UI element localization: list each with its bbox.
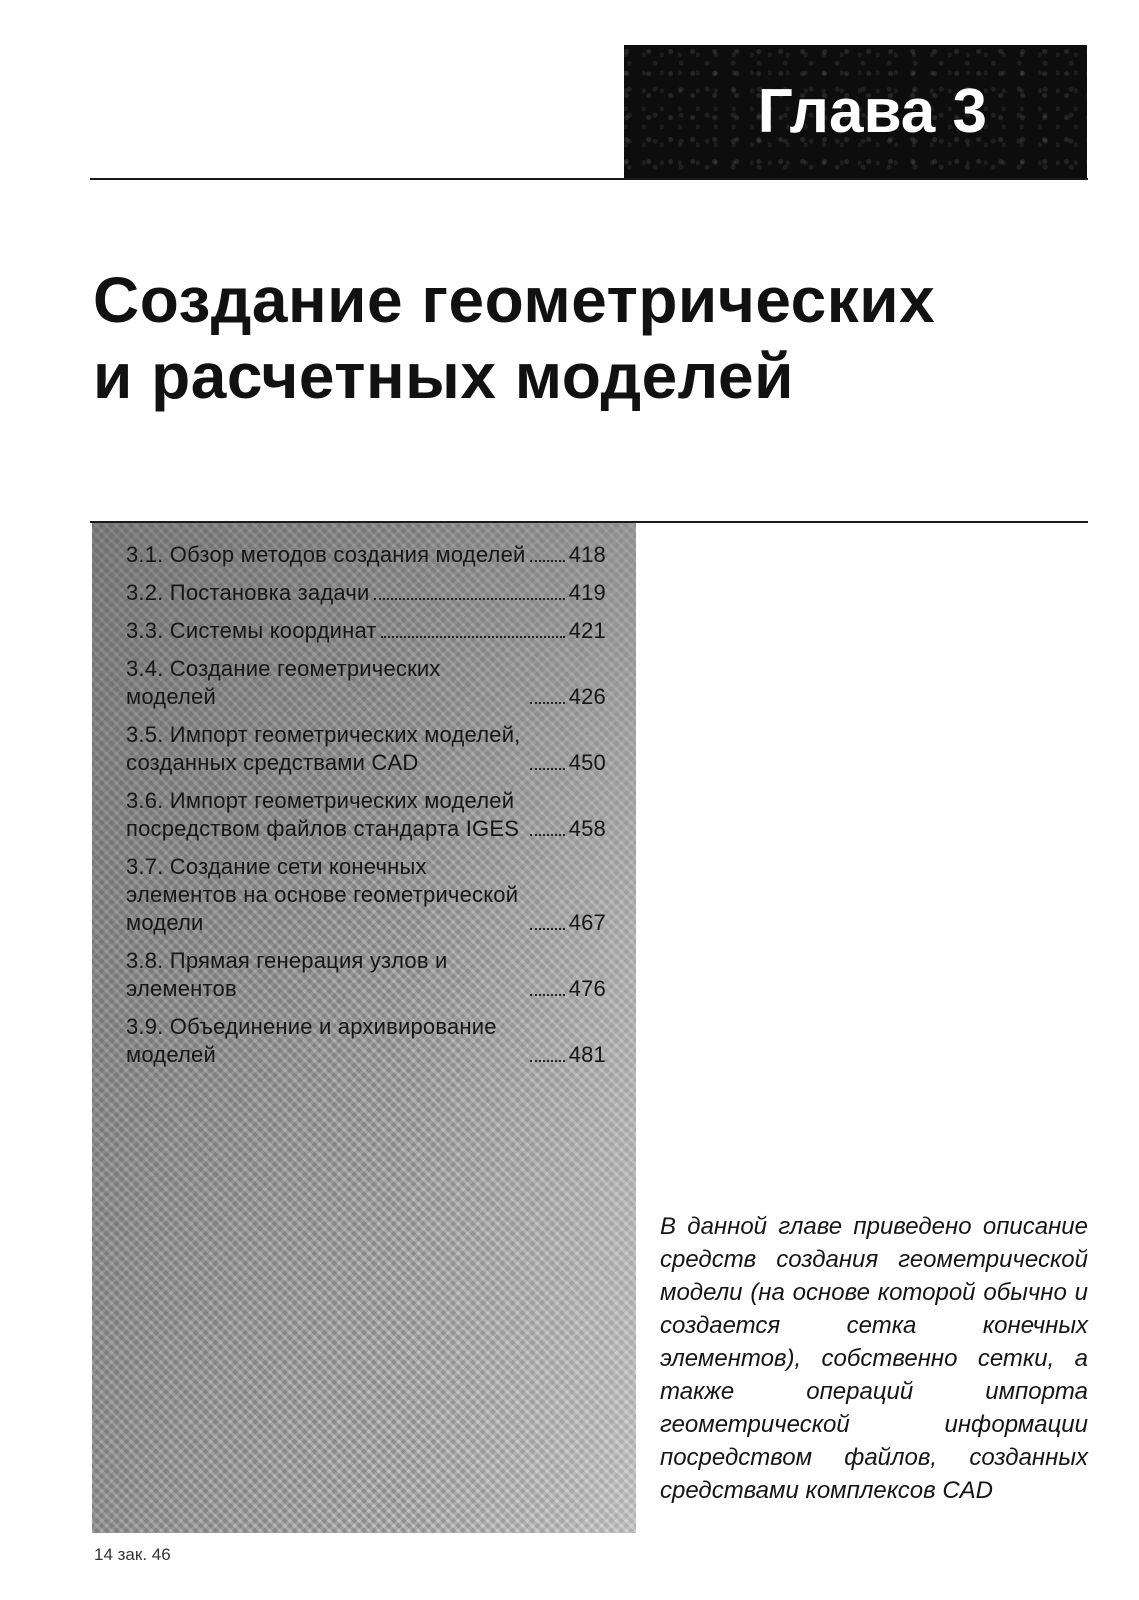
toc-page-number: 419 [568,580,606,605]
table-of-contents [126,541,606,1069]
top-divider [90,178,1088,180]
toc-entry-3-6[interactable] [126,787,606,843]
toc-page-number: 476 [568,976,606,1001]
toc-leader-dots [530,928,565,930]
toc-entry-title: 3.7. Создание сети конечных элементов на основе геометрической модели [126,854,519,935]
chapter-header-box [624,45,1087,179]
toc-leader-dots [530,994,565,996]
toc-entry-3-3[interactable] [126,617,606,645]
chapter-title [93,262,1083,414]
toc-leader-dots [530,768,565,770]
toc-entry-3-8[interactable] [126,947,606,1003]
chapter-intro-paragraph: В данной главе приведено описание средств создания геометрической модели (на основе которой обычно и создается сетка конечных элементов), собственно сетки, а также операций импорта геометрической информации посредством файлов, созданных средствами комплексов CAD [660,1213,1088,1504]
toc-entry-3-5[interactable] [126,721,606,777]
toc-entry-3-9[interactable] [126,1013,606,1069]
toc-entry-title: 3.4. Создание геометрических моделей [126,656,441,709]
toc-leader-dots [530,560,565,562]
toc-entry-3-4[interactable] [126,655,606,711]
toc-entry-title: 3.3. Системы координат [126,618,377,643]
toc-page-number: 421 [568,618,606,643]
chapter-title-line-1: Создание геометрических [93,264,936,336]
toc-entry-title: 3.8. Прямая генерация узлов и элементов [126,948,448,1001]
toc-leader-dots [530,1060,565,1062]
toc-page-number: 426 [568,684,606,709]
toc-entry-3-2[interactable] [126,579,606,607]
chapter-label: Глава 3 [757,77,987,146]
toc-page-number: 481 [568,1042,606,1067]
toc-page-number: 458 [568,816,606,841]
toc-entry-title: 3.6. Импорт геометрических моделей посредством файлов стандарта IGES [126,788,520,841]
table-of-contents-panel [92,523,636,1533]
toc-page-number: 418 [568,542,606,567]
toc-leader-dots [530,702,565,704]
toc-entry-title: 3.5. Импорт геометрических моделей, созданных средствами CAD [126,722,521,775]
toc-page-number: 467 [568,910,606,935]
toc-entry-3-1[interactable] [126,541,606,569]
toc-entry-title: 3.9. Объединение и архивирование моделей [126,1014,497,1067]
toc-entry-title: 3.2. Постановка задачи [126,580,370,605]
toc-leader-dots [374,598,565,600]
chapter-title-line-2: и расчетных моделей [93,340,794,412]
toc-leader-dots [381,636,565,638]
toc-entry-3-7[interactable] [126,853,606,937]
toc-entry-title: 3.1. Обзор методов создания моделей [126,542,526,567]
toc-leader-dots [530,834,565,836]
toc-page-number: 450 [568,750,606,775]
print-signature-note: 14 зак. 46 [94,1545,171,1564]
